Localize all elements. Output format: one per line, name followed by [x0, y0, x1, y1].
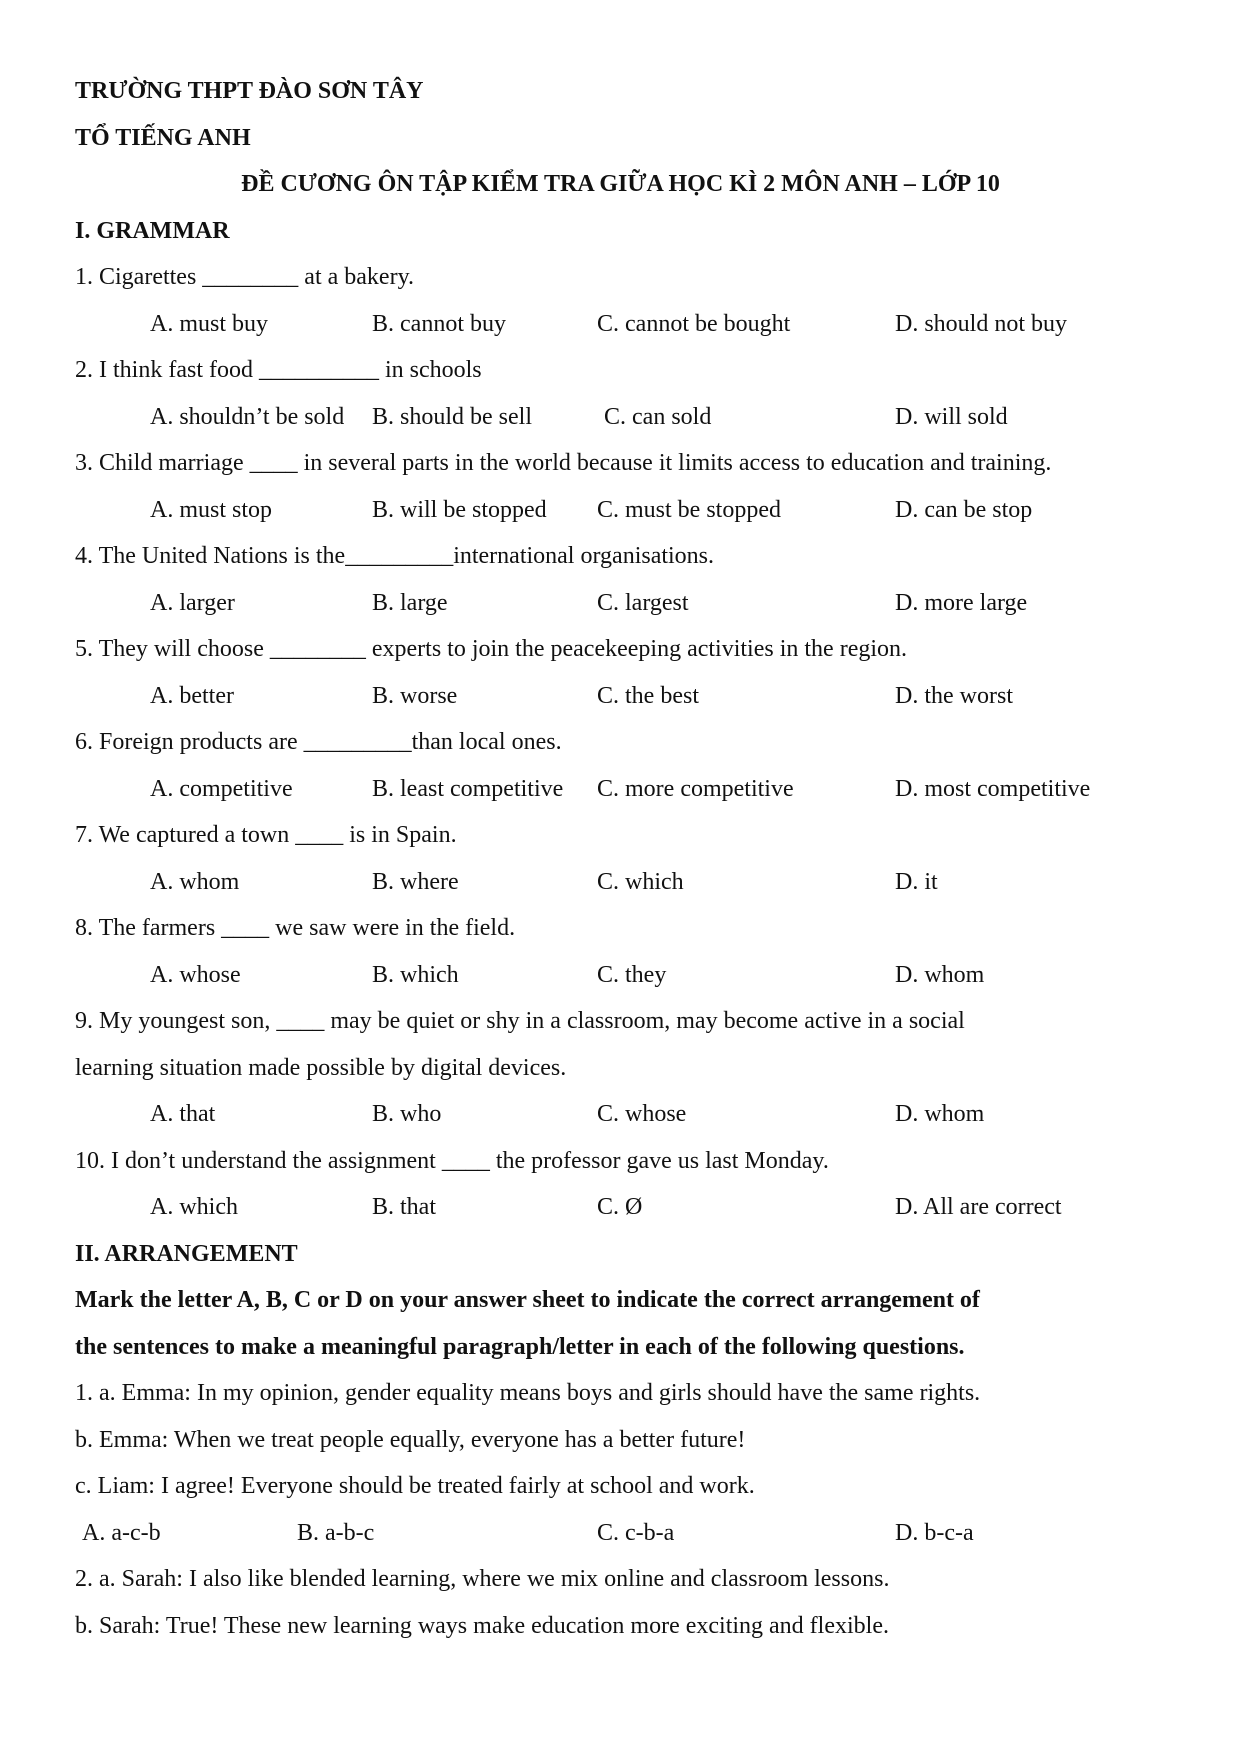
question-stem: 10. I don’t understand the assignment ____ the professor gave us last Monday. [75, 1148, 829, 1174]
option-c: C. which [597, 869, 684, 895]
option-c: C. must be stopped [597, 497, 781, 523]
question-stem: 5. They will choose ________ experts to join the peacekeeping activities in the region. [75, 636, 908, 662]
question-stem: 2. I think fast food __________ in schools [75, 357, 482, 383]
option-c: C. largest [597, 590, 689, 616]
option-c: C. more competitive [597, 776, 794, 802]
option-a: A. must buy [150, 311, 269, 337]
option-a: A. a-c-b [82, 1520, 161, 1546]
question-stem: 9. My youngest son, ____ may be quiet or shy in a classroom, may become active in a social [75, 1008, 965, 1034]
question-stem-continued: learning situation made possible by digital devices. [75, 1055, 567, 1081]
option-b: B. who [372, 1101, 442, 1127]
option-c: C. can sold [604, 404, 712, 430]
option-c: C. Ø [597, 1194, 643, 1220]
arrangement-sentence: b. Emma: When we treat people equally, everyone has a better future! [75, 1427, 746, 1453]
option-d: D. the worst [895, 683, 1013, 709]
option-b: B. that [372, 1194, 436, 1220]
option-d: D. can be stop [895, 497, 1033, 523]
option-d: D. whom [895, 962, 985, 988]
option-a: A. must stop [150, 497, 273, 523]
option-b: B. which [372, 962, 459, 988]
option-a: A. that [150, 1101, 216, 1127]
question-stem: 7. We captured a town ____ is in Spain. [75, 822, 457, 848]
option-b: B. should be sell [372, 404, 532, 430]
option-d: D. whom [895, 1101, 985, 1127]
arrangement-sentence: c. Liam: I agree! Everyone should be treated fairly at school and work. [75, 1473, 755, 1499]
option-d: D. should not buy [895, 311, 1068, 337]
grammar-heading: I. GRAMMAR [75, 218, 230, 244]
arrangement-sentence: 1. a. Emma: In my opinion, gender equality means boys and girls should have the same rights. [75, 1380, 981, 1406]
option-a: A. larger [150, 590, 235, 616]
option-a: A. whom [150, 869, 240, 895]
arrangement-sentence: 2. a. Sarah: I also like blended learning, where we mix online and classroom lessons. [75, 1566, 890, 1592]
option-d: D. All are correct [895, 1194, 1062, 1220]
option-c: C. c-b-a [597, 1520, 675, 1546]
option-c: C. cannot be bought [597, 311, 791, 337]
school-name: TRƯỜNG THPT ĐÀO SƠN TÂY [75, 78, 424, 104]
option-c: C. whose [597, 1101, 687, 1127]
question-stem: 3. Child marriage ____ in several parts in the world because it limits access to education and training. [75, 450, 1052, 476]
arrangement-instruction: the sentences to make a meaningful paragraph/letter in each of the following questions. [75, 1334, 965, 1360]
option-c: C. the best [597, 683, 699, 709]
option-b: B. least competitive [372, 776, 564, 802]
option-a: A. which [150, 1194, 238, 1220]
option-b: B. large [372, 590, 448, 616]
option-d: D. b-c-a [895, 1520, 974, 1546]
option-d: D. more large [895, 590, 1028, 616]
question-stem: 8. The farmers ____ we saw were in the field. [75, 915, 516, 941]
option-b: B. will be stopped [372, 497, 547, 523]
option-b: B. where [372, 869, 459, 895]
option-a: A. shouldn’t be sold [150, 404, 345, 430]
option-a: A. whose [150, 962, 241, 988]
arrangement-sentence: b. Sarah: True! These new learning ways make education more exciting and flexible. [75, 1613, 889, 1639]
question-stem: 6. Foreign products are _________than local ones. [75, 729, 562, 755]
question-stem: 1. Cigarettes ________ at a bakery. [75, 264, 415, 290]
option-a: A. better [150, 683, 234, 709]
department-name: TỔ TIẾNG ANH [75, 125, 251, 151]
option-b: B. cannot buy [372, 311, 506, 337]
option-d: D. it [895, 869, 938, 895]
arrangement-instruction: Mark the letter A, B, C or D on your answer sheet to indicate the correct arrangement of [75, 1287, 980, 1313]
question-stem: 4. The United Nations is the_________international organisations. [75, 543, 715, 569]
option-d: D. most competitive [895, 776, 1091, 802]
option-b: B. worse [372, 683, 458, 709]
option-b: B. a-b-c [297, 1520, 375, 1546]
option-c: C. they [597, 962, 667, 988]
option-a: A. competitive [150, 776, 293, 802]
document-title: ĐỀ CƯƠNG ÔN TẬP KIỂM TRA GIỮA HỌC KÌ 2 MÔN ANH – LỚP 10 [241, 171, 1000, 197]
arrangement-heading: II. ARRANGEMENT [75, 1241, 298, 1267]
option-d: D. will sold [895, 404, 1008, 430]
